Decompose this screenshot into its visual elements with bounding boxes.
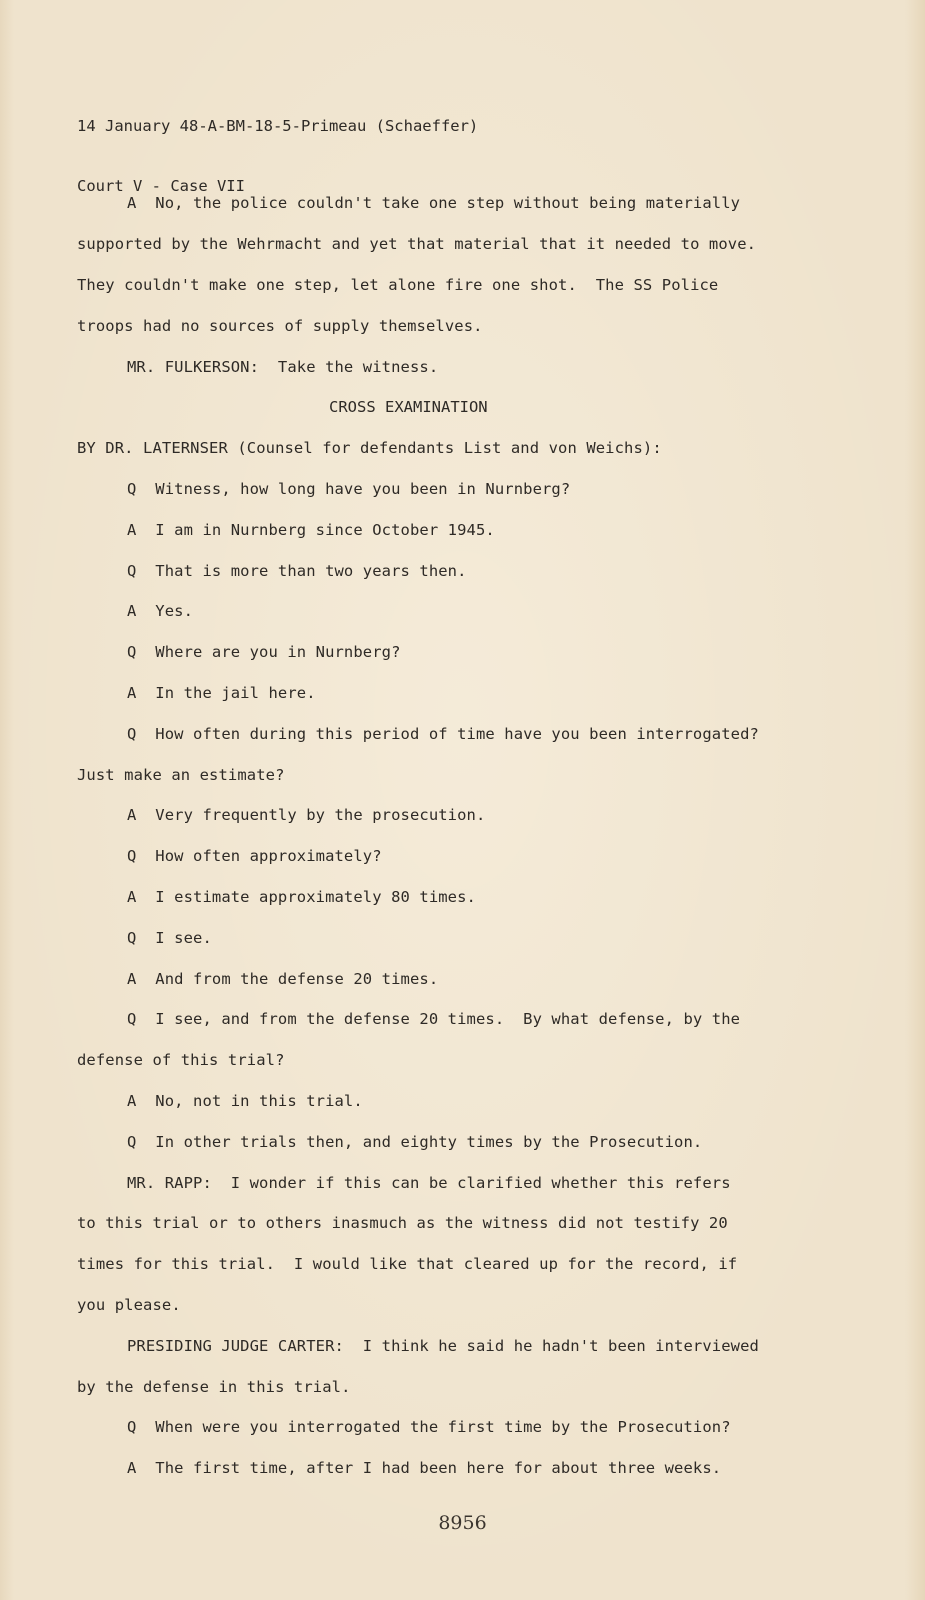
transcript-line: Q How often during this period of time have you been interrogated? <box>127 725 759 743</box>
transcript-line: A I estimate approximately 80 times. <box>127 888 476 906</box>
document-header <box>77 76 478 236</box>
transcript-line: Q In other trials then, and eighty times by the Prosecution. <box>127 1133 703 1151</box>
transcript-line: They couldn't make one step, let alone fire one shot. The SS Police <box>77 276 719 294</box>
transcript-line: A I am in Nurnberg since October 1945. <box>127 521 495 539</box>
transcript-line: BY DR. LATERNSER (Counsel for defendants List and von Weichs): <box>77 439 662 457</box>
transcript-line: A In the jail here. <box>127 684 316 702</box>
transcript-line: to this trial or to others inasmuch as the witness did not testify 20 <box>77 1214 728 1232</box>
transcript-line: troops had no sources of supply themselves. <box>77 317 483 335</box>
transcript-line: Q When were you interrogated the first time by the Prosecution? <box>127 1418 731 1436</box>
transcript-line: defense of this trial? <box>77 1051 285 1069</box>
header-line-2: Court V - Case VII <box>77 177 245 195</box>
transcript-line: A No, the police couldn't take one step without being materially <box>127 194 741 212</box>
transcript-line: A Yes. <box>127 602 194 620</box>
transcript-line: times for this trial. I would like that cleared up for the record, if <box>77 1255 738 1273</box>
transcript-line: A Very frequently by the prosecution. <box>127 806 486 824</box>
transcript-line: Q I see. <box>127 929 212 947</box>
transcript-line: Q That is more than two years then. <box>127 562 467 580</box>
transcript-line: Q How often approximately? <box>127 847 382 865</box>
page-number: 8956 <box>438 1512 487 1534</box>
transcript-line: Just make an estimate? <box>77 766 285 784</box>
transcript-line: A No, not in this trial. <box>127 1092 363 1110</box>
transcript-line: Q I see, and from the defense 20 times. By what defense, by the <box>127 1010 741 1028</box>
transcript-line: you please. <box>77 1296 181 1314</box>
section-heading: CROSS EXAMINATION <box>329 398 488 416</box>
transcript-line: MR. RAPP: I wonder if this can be clarified whether this refers <box>127 1174 731 1192</box>
transcript-line: A And from the defense 20 times. <box>127 970 439 988</box>
transcript-line: A The first time, after I had been here for about three weeks. <box>127 1459 722 1477</box>
header-line-1: 14 January 48-A-BM-18-5-Primeau (Schaeffer) <box>77 117 479 135</box>
transcript-line: Q Where are you in Nurnberg? <box>127 643 401 661</box>
transcript-line: Q Witness, how long have you been in Nurnberg? <box>127 480 571 498</box>
transcript-line: PRESIDING JUDGE CARTER: I think he said he hadn't been interviewed <box>127 1337 759 1355</box>
transcript-line: MR. FULKERSON: Take the witness. <box>127 358 439 376</box>
transcript-line: supported by the Wehrmacht and yet that material that it needed to move. <box>77 235 757 253</box>
transcript-line: by the defense in this trial. <box>77 1378 351 1396</box>
